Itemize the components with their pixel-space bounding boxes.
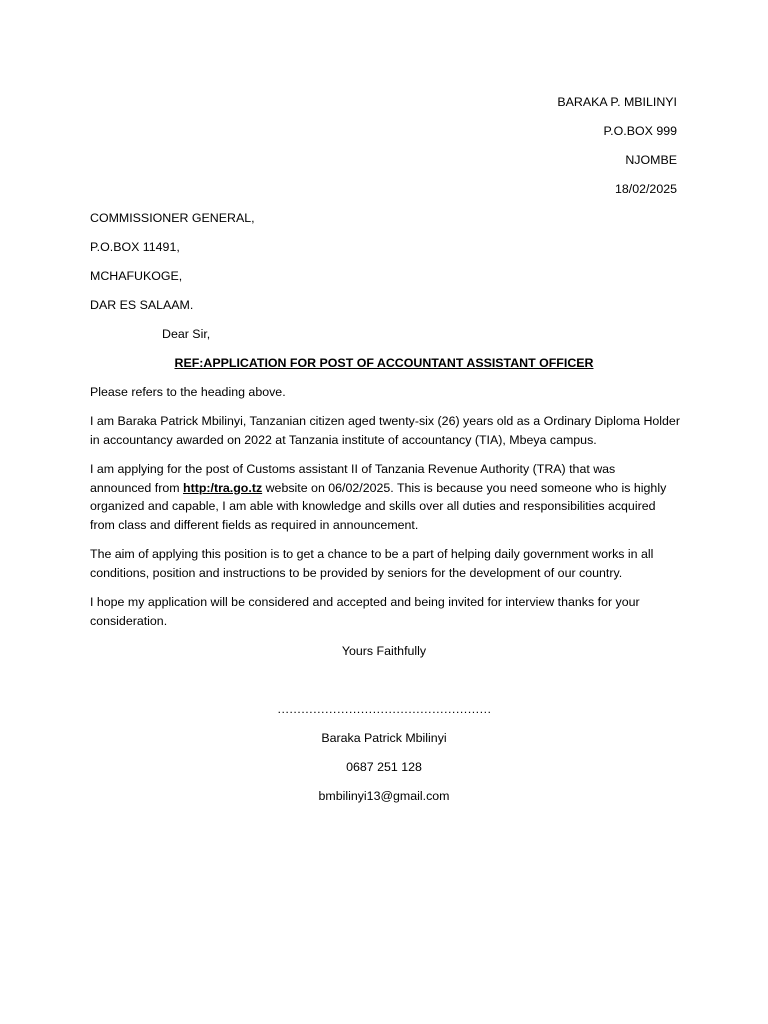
body-paragraph-3 — [90, 460, 680, 534]
recipient-city: DAR ES SALAAM. — [90, 298, 194, 312]
paragraph-3-text-end: website on 06/02/2025. This is because you need someone who is highly organized and capable, I am able with knowledge and skills over all duties and responsibilities acquired from class and different fields as required in announcement. — [90, 480, 667, 532]
body-paragraph-4: The aim of applying this position is to get a chance to be a part of helping daily government works in all conditions, position and instructions to be provided by seniors for the development of our country. — [90, 547, 654, 580]
sender-town: NJOMBE — [625, 153, 677, 167]
signer-email: bmbilinyi13@gmail.com — [318, 789, 450, 803]
signer-phone: 0687 251 128 — [346, 760, 422, 774]
body-paragraph-5: I hope my application will be considered and accepted and being invited for interview thanks for your consideration. — [90, 595, 640, 628]
sender-name: BARAKA P. MBILINYI — [557, 95, 677, 109]
closing: Yours Faithfully — [341, 644, 427, 658]
salutation: Dear Sir, — [162, 327, 211, 341]
body-paragraph-1: Please refers to the heading above. — [90, 385, 286, 399]
tra-website-link[interactable]: http:/tra.go.tz — [183, 480, 263, 495]
recipient-street: MCHAFUKOGE, — [90, 269, 183, 283]
body-paragraph-2: I am Baraka Patrick Mbilinyi, Tanzanian citizen aged twenty-six (26) years old as a Ordinary Diploma Holder in accountancy awarded on 2022 at Tanzania institute of accountancy (TIA), Mbeya campus. — [90, 414, 680, 447]
recipient-box: P.O.BOX 11491, — [90, 240, 180, 254]
paragraph-3-text-start: I am applying for the post of Customs assistant II of Tanzania Revenue Authority (TRA) that was announced from — [90, 462, 616, 495]
signer-name: Baraka Patrick Mbilinyi — [321, 731, 447, 745]
sender-box: P.O.BOX 999 — [603, 124, 677, 138]
reference-heading: REF:APPLICATION FOR POST OF ACCOUNTANT ASSISTANT OFFICER — [174, 356, 594, 370]
letter-date: 18/02/2025 — [614, 182, 677, 196]
recipient-title: COMMISSIONER GENERAL, — [90, 211, 255, 225]
signature-line: ……………………………………………… — [276, 702, 492, 716]
